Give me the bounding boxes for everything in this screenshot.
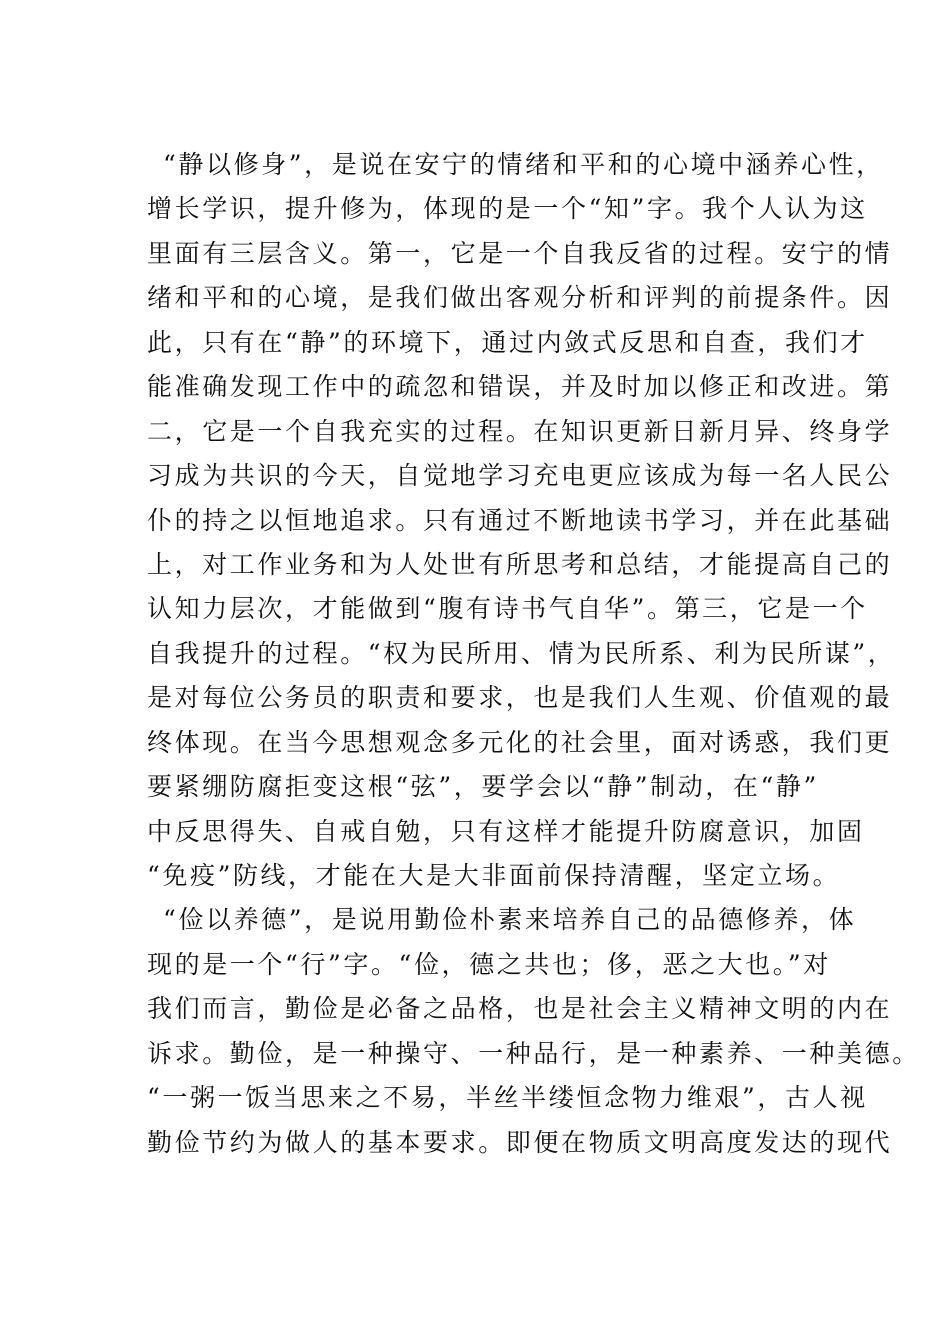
- text-line: 上，对工作业务和为人处世有所思考和总结，才能提高自己的: [147, 549, 893, 579]
- text-line: 自我提升的过程。“权为民所用、情为民所系、利为民所谋”，: [147, 638, 896, 668]
- text-line: 要紧绷防腐拒变这根“弦”，要学会以“静”制动，在“静”: [147, 772, 819, 802]
- text-line: “一粥一饭当思来之不易，半丝半缕恒念物力维艰”，古人视: [147, 1083, 868, 1113]
- text-line: 习成为共识的今天，自觉地学习充电更应该成为每一名人民公: [147, 461, 893, 491]
- text-line: 认知力层次，才能做到“腹有诗书气自华”。第三，它是一个: [147, 594, 868, 624]
- text-line: 绪和平和的心境，是我们做出客观分析和评判的前提条件。因: [147, 283, 893, 313]
- text-line: 此，只有在“静”的环境下，通过内敛式反思和自查，我们才: [147, 327, 868, 357]
- text-line: 诉求。勤俭，是一种操守、一种品行，是一种素养、一种美德。: [147, 1038, 920, 1068]
- text-line: 二，它是一个自我充实的过程。在知识更新日新月异、终身学: [147, 416, 893, 446]
- text-line: “俭以养德”，是说用勤俭朴素来培养自己的品德修养，体: [163, 905, 857, 935]
- text-line: 是对每位公务员的职责和要求，也是我们人生观、价值观的最: [147, 683, 893, 713]
- text-line: “静以修身”，是说在安宁的情绪和平和的心境中涵养心性，: [163, 150, 884, 179]
- text-line: 能准确发现工作中的疏忽和错误，并及时加以修正和改进。第: [147, 372, 893, 402]
- text-line: 现的是一个“行”字。“俭，德之共也；侈，恶之大也。”对: [147, 949, 831, 979]
- text-line: 里面有三层含义。第一，它是一个自我反省的过程。安宁的情: [147, 238, 893, 268]
- text-line: 仆的持之以恒地追求。只有通过不断地读书学习，并在此基础: [147, 505, 893, 535]
- text-line: 中反思得失、自戒自勉，只有这样才能提升防腐意识，加固: [147, 816, 865, 846]
- text-line: 终体现。在当今思想观念多元化的社会里，面对诱惑，我们更: [147, 727, 893, 757]
- text-line: 勤俭节约为做人的基本要求。即便在物质文明高度发达的现代: [147, 1127, 893, 1157]
- text-line: 增长学识，提升修为，体现的是一个“知”字。我个人认为这: [147, 194, 868, 224]
- text-line: “免疫”防线，才能在大是大非面前保持清醒，坚定立场。: [147, 861, 841, 890]
- body-text: [147, 143, 920, 1165]
- text-line: 我们而言，勤俭是必备之品格，也是社会主义精神文明的内在: [147, 994, 893, 1024]
